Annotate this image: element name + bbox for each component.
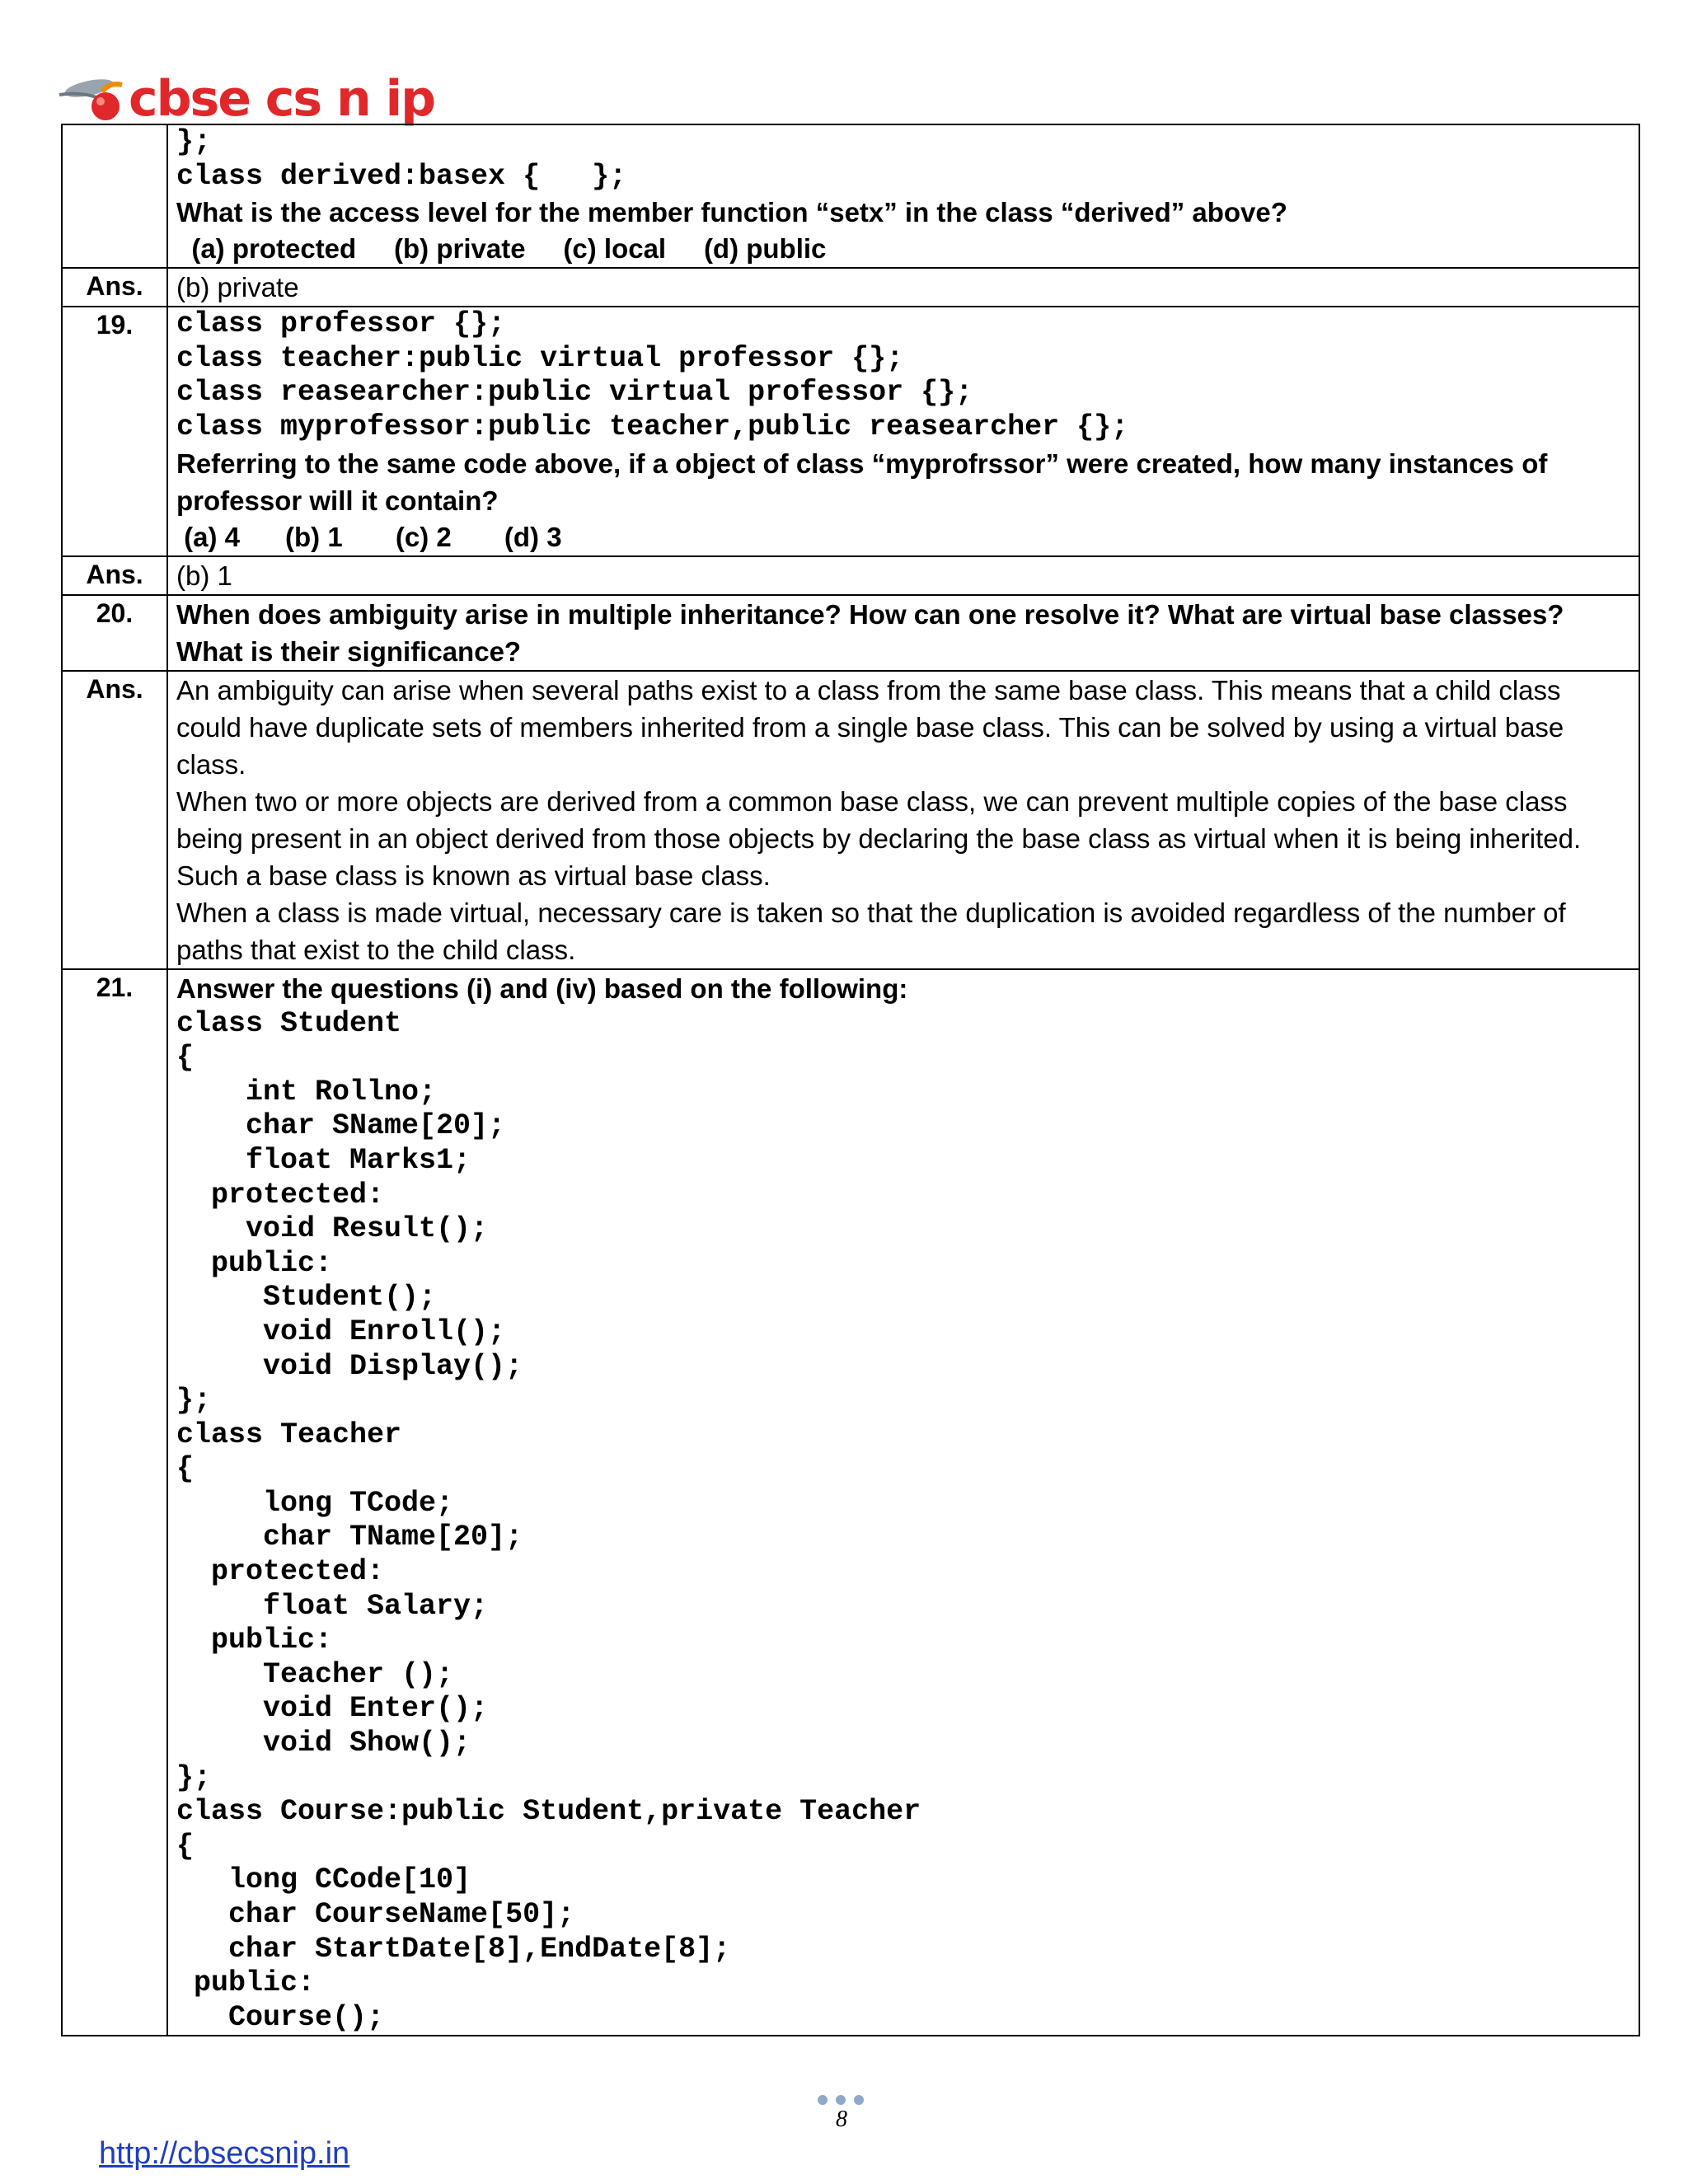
row-content — [167, 671, 1639, 969]
answer-label: Ans. — [62, 268, 167, 307]
answer-label: Ans. — [62, 556, 167, 595]
question-text: Referring to the same code above, if a object of class “myprofrssor” were created, how many instances of professor will it contain? — [176, 448, 1548, 516]
code-line: float Salary; — [176, 1589, 489, 1623]
footer-link[interactable]: http://cbsecsnip.in — [99, 2136, 350, 2171]
code-line: }; — [176, 125, 212, 158]
table-row — [62, 307, 1639, 555]
code-line: public: — [176, 1966, 316, 2000]
table-row — [62, 556, 1639, 595]
code-line: class Student — [176, 1006, 402, 1040]
code-line: class professor {}; — [176, 307, 506, 341]
code-line: char TName[20]; — [176, 1521, 523, 1554]
question-text: When does ambiguity arise in multiple inheritance? How can one resolve it? What are virtual base classes? What is their significance? — [176, 598, 1564, 667]
question-text: What is the access level for the member function “setx” in the class “derived” above? — [176, 197, 1287, 228]
code-line: { — [176, 1452, 195, 1486]
table-row — [62, 124, 1639, 268]
code-line: long CCode[10] — [176, 1863, 471, 1897]
site-logo — [56, 66, 434, 132]
question-number: 19. — [62, 307, 167, 555]
code-line: void Enroll(); — [176, 1315, 506, 1348]
code-line: class teacher:public virtual professor {}; — [176, 341, 904, 375]
answer-paragraph: An ambiguity can arise when several paths exist to a class from the same base class. This means that a child class could have duplicate sets of members inherited from a single base class. This can be solved by using a virtual base class. — [176, 674, 1564, 780]
answer-options: (a) 4 (b) 1 (c) 2 (d) 3 — [176, 521, 562, 552]
code-line: protected: — [176, 1178, 385, 1212]
row-content — [167, 556, 1639, 595]
answer-label: Ans. — [62, 671, 167, 969]
dot-icon — [854, 2095, 864, 2105]
row-content — [167, 969, 1639, 2036]
question-number: 21. — [62, 969, 167, 2036]
code-line: class reasearcher:public virtual professor {}; — [176, 376, 973, 410]
row-content — [167, 124, 1639, 268]
code-line: void Result(); — [176, 1212, 489, 1246]
question-number: 20. — [62, 595, 167, 671]
row-number — [62, 124, 167, 268]
code-line: public: — [176, 1624, 333, 1657]
row-content — [167, 268, 1639, 307]
question-table — [61, 124, 1640, 2036]
code-line: class Teacher — [176, 1418, 402, 1451]
code-line: class myprofessor:public teacher,public reasearcher {}; — [176, 410, 1129, 443]
footer-dots-decoration — [818, 2095, 864, 2105]
code-line: char SName[20]; — [176, 1109, 506, 1143]
mouse-logo-icon — [56, 70, 135, 128]
row-content — [167, 595, 1639, 671]
table-row — [62, 671, 1639, 969]
code-line: void Display(); — [176, 1349, 523, 1383]
code-line: long TCode; — [176, 1486, 454, 1520]
code-line: float Marks1; — [176, 1143, 471, 1177]
code-line: }; — [176, 1384, 212, 1418]
code-line: class Course:public Student,private Teacher — [176, 1795, 921, 1829]
answer-paragraph: When two or more objects are derived from a common base class, we can prevent multiple copies of the base class being present in an object derived from those objects by declaring the base class as virtual when it is being inherited. Such a base class is known as virtual base class. — [176, 785, 1582, 891]
code-line: Teacher (); — [176, 1657, 454, 1691]
logo-text: cbse cs n ip — [129, 70, 435, 128]
dot-icon — [818, 2095, 828, 2105]
code-line: protected: — [176, 1555, 385, 1589]
code-line: public: — [176, 1246, 333, 1280]
table-row — [62, 969, 1639, 2036]
code-line: int Rollno; — [176, 1075, 437, 1108]
page-number: 8 — [836, 2107, 847, 2132]
code-line: Course(); — [176, 2000, 385, 2034]
answer-text: (b) 1 — [176, 560, 232, 591]
code-line: Student(); — [176, 1281, 437, 1315]
code-line: { — [176, 1041, 195, 1075]
code-line: void Show(); — [176, 1727, 471, 1760]
code-line: char CourseName[50]; — [176, 1898, 575, 1931]
code-line: class derived:basex { }; — [176, 159, 627, 193]
table-row — [62, 268, 1639, 307]
code-line: char StartDate[8],EndDate[8]; — [176, 1932, 731, 1966]
dot-icon — [836, 2095, 846, 2105]
code-line: { — [176, 1829, 195, 1863]
table-row — [62, 595, 1639, 671]
code-line: void Enter(); — [176, 1692, 489, 1726]
row-content — [167, 307, 1639, 555]
code-line: }; — [176, 1760, 212, 1794]
answer-paragraph: When a class is made virtual, necessary care is taken so that the duplication is avoided regardless of the number of paths that exist to the child class. — [176, 897, 1566, 965]
answer-text: (b) private — [176, 272, 299, 303]
answer-options: (a) protected (b) private (c) local (d) public — [176, 233, 827, 265]
question-text: Answer the questions (i) and (iv) based on the following: — [176, 972, 908, 1004]
